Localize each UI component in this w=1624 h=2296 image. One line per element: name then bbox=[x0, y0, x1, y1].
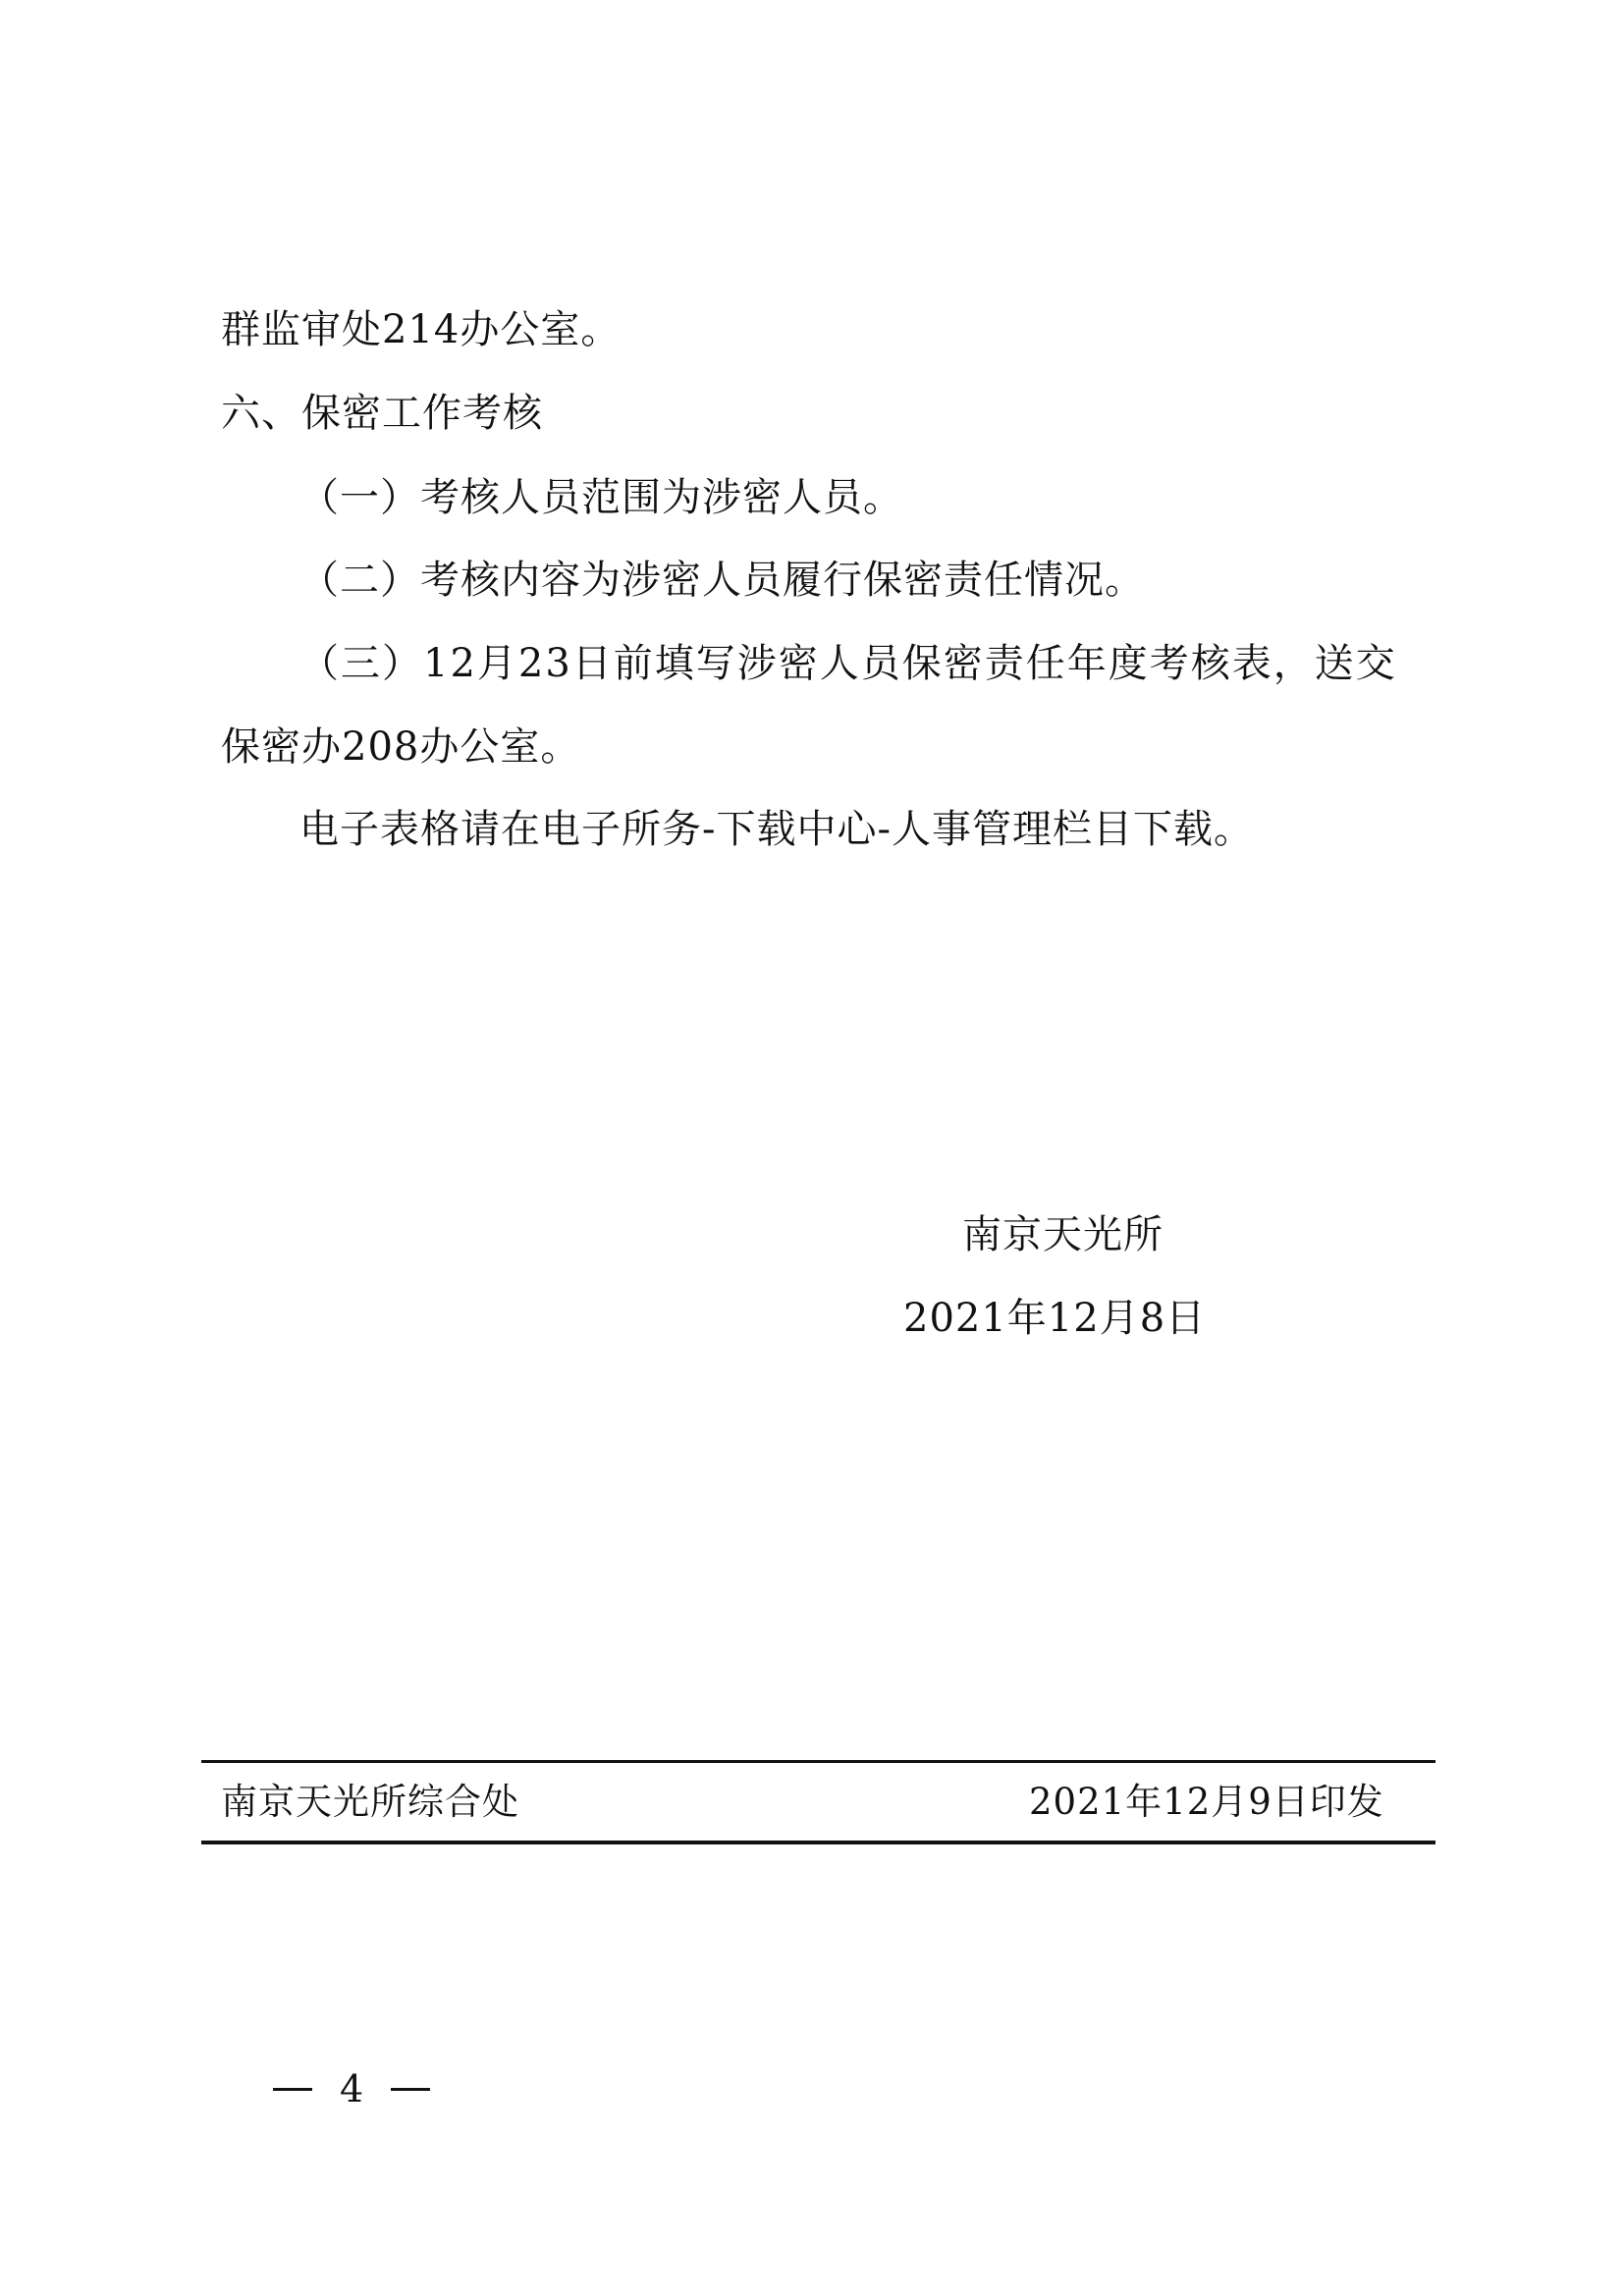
download-note: 电子表格请在电子所务-下载中心-人事管理栏目下载。 bbox=[299, 807, 1255, 852]
signature-date: 2021年12月8日 bbox=[903, 1296, 1207, 1341]
page-number-dash-right bbox=[391, 2088, 430, 2091]
page-number bbox=[273, 2061, 430, 2116]
section-heading-confidentiality-assessment: 六、保密工作考核 bbox=[221, 391, 543, 436]
page-number-value: 4 bbox=[340, 2067, 364, 2110]
assessment-item-3-continued: 保密办208办公室。 bbox=[221, 724, 581, 770]
page-number-dash-left bbox=[273, 2088, 312, 2091]
body-line-continuation: 群监审处214办公室。 bbox=[221, 307, 622, 352]
footer-issuer: 南京天光所综合处 bbox=[221, 1781, 519, 1823]
footer-bottom-rule bbox=[201, 1841, 1435, 1844]
signature-organization: 南京天光所 bbox=[962, 1212, 1164, 1257]
assessment-item-1: （一）考核人员范围为涉密人员。 bbox=[299, 475, 903, 520]
assessment-item-3: （三）12月23日前填写涉密人员保密责任年度考核表，送交 bbox=[299, 641, 1397, 686]
footer-top-rule bbox=[201, 1760, 1435, 1763]
footer-issue-date: 2021年12月9日印发 bbox=[1029, 1781, 1384, 1823]
assessment-item-2: （二）考核内容为涉密人员履行保密责任情况。 bbox=[299, 558, 1145, 603]
